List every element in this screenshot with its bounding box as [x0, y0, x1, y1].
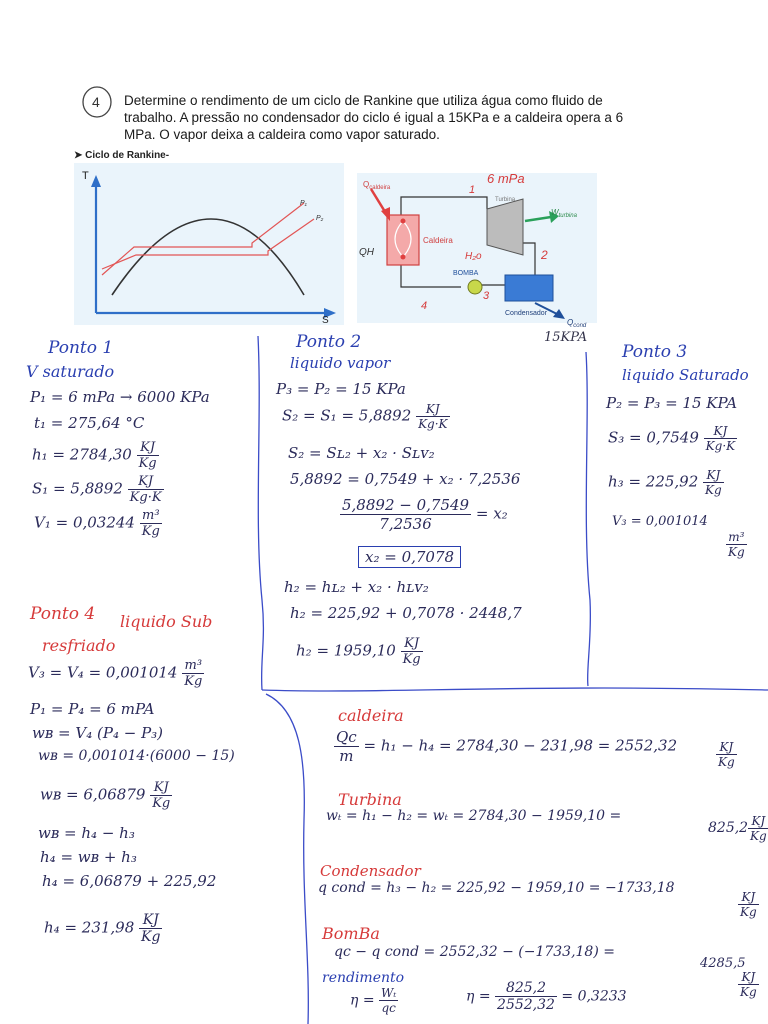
ponto3-line2: S₃ = 0,7549 $\frac{KJ}{Kg\cdot K}$ — [608, 424, 736, 453]
ponto4-subtitle-2: resfriado — [42, 636, 116, 655]
turbina-unit: $\frac{KJ}{Kg}$ — [750, 814, 767, 843]
ponto4-line8: h₄ = 6,06879 + 225,92 — [42, 872, 217, 890]
ponto4-line1: V₃ = V₄ = 0,001014 $\frac{\text{m³}}{Kg}$ — [28, 658, 203, 689]
ponto2-line8: h₂ = 225,92 + 0,7078 · 2448,7 — [290, 604, 522, 622]
ponto1-subtitle: V saturado — [26, 362, 115, 381]
p2-label: P₂ — [316, 215, 324, 222]
ponto2-line5: $\frac{5,8892 - 0,7549}{7,2536}$ = x₂ — [342, 496, 508, 533]
ponto4-line2: P₁ = P₄ = 6 mPA — [30, 700, 155, 718]
turbina-result: 825,2 — [708, 820, 749, 836]
condensador-label: Condensador — [505, 310, 548, 317]
t-axis-label: T — [82, 170, 89, 182]
hw-n1: 1 — [469, 184, 476, 196]
ponto1-line1: P₁ = 6 mPa → 6000 KPa — [30, 388, 210, 406]
ponto2-x2-result: x₂ = 0,7078 — [358, 546, 461, 568]
problem-line-3: MPa. O vapor deixa a caldeira como vapor saturado. — [124, 127, 440, 142]
divider-horizontal — [262, 688, 768, 691]
ponto3-line4: V₃ = 0,001014 — [612, 514, 708, 529]
ponto4-line4: wʙ = 0,001014·(6000 − 15) — [38, 748, 235, 764]
ponto3-line1: P₂ = P₃ = 15 KPA — [606, 394, 738, 412]
ponto2-line3: S₂ = Sʟ₂ + x₂ · Sʟᴠ₂ — [288, 444, 435, 462]
rendimento-title: rendimento — [322, 970, 405, 986]
problem-number: 4 — [92, 94, 100, 110]
ponto4-title: Ponto 4 — [30, 604, 96, 624]
ponto2-line7: h₂ = hʟ₂ + x₂ · hʟᴠ₂ — [284, 578, 429, 596]
ponto2-line2: S₂ = S₁ = 5,8892 $\frac{KJ}{Kg\cdot K}$ — [282, 402, 448, 431]
turbina-label: Turbina — [495, 197, 516, 203]
p1-label: P₁ — [300, 200, 307, 207]
ponto1-line4: S₁ = 5,8892 $\frac{KJ}{Kg\cdot K}$ — [32, 474, 162, 505]
bomba-unit: $\frac{KJ}{Kg}$ — [740, 970, 757, 999]
ponto1-line5: V₁ = 0,03244 $\frac{\text{m³}}{Kg}$ — [34, 508, 160, 539]
ponto3-line3: h₃ = 225,92 $\frac{KJ}{Kg}$ — [608, 468, 722, 497]
turbina-title: Turbina — [338, 790, 402, 809]
hw-qh: QH — [359, 247, 374, 258]
ponto1-line2: t₁ = 275,64 °C — [34, 414, 145, 432]
figure-caption-text: Ciclo de Rankine- — [85, 150, 170, 161]
bomba-label: BOMBA — [453, 270, 479, 277]
hw-n3: 3 — [483, 290, 490, 302]
ponto4-subtitle-1: liquido Sub — [120, 612, 213, 631]
s-axis-label: S — [322, 315, 329, 325]
ponto2-line1: P₃ = P₂ = 15 KPa — [276, 380, 406, 398]
turbina-equation: wₜ = h₁ − h₂ = wₜ = 2784,30 − 1959,10 = — [326, 808, 622, 824]
condensador-title: Condensador — [320, 862, 421, 880]
ponto2-line9: h₂ = 1959,10 $\frac{KJ}{Kg}$ — [296, 636, 421, 667]
divider-left-vertical — [258, 336, 263, 690]
problem-line-2: trabalho. A pressão no condensador do ciclo é igual a 15KPa e a caldeira opera a 6 — [124, 110, 624, 125]
ponto3-subtitle: liquido Saturado — [622, 366, 749, 384]
hw-h2o: H₂o — [465, 251, 482, 262]
rendimento-calc: η = $\frac{825,2}{2552,32}$ = 0,3233 — [466, 980, 627, 1013]
q-caldeira-label: $Q_{caldeira}$ — [363, 180, 391, 191]
ponto4-line7: h₄ = wʙ + h₃ — [40, 848, 137, 866]
divider-bottom-vertical — [266, 694, 308, 1024]
hw-6mpa: 6 mPa — [487, 171, 525, 186]
ponto3-title: Ponto 3 — [622, 342, 688, 362]
condensador-unit: $\frac{KJ}{Kg}$ — [740, 890, 757, 919]
ponto4-line3: wʙ = V₄ (P₄ − P₃) — [32, 724, 164, 742]
caldeira-label: Caldeira — [423, 236, 453, 245]
hw-n4: 4 — [421, 300, 428, 312]
ponto1-line3: h₁ = 2784,30 $\frac{KJ}{Kg}$ — [32, 440, 157, 471]
w-turbina-label: $W_{turbina}$ — [551, 208, 577, 219]
hw-15kpa: 15KPA — [544, 330, 588, 345]
bomba-equation: qc − q cond = 2552,32 − (−1733,18) = — [334, 944, 615, 960]
bomba-result: 4285,5 — [700, 956, 746, 971]
problem-line-1: Determine o rendimento de um ciclo de Rankine que utiliza água como fluido de — [124, 93, 603, 108]
q-cond-label: $Q_{cond}$ — [567, 318, 587, 329]
ponto2-subtitle: liquido vapor — [290, 354, 391, 372]
bomba-title: BomBa — [322, 924, 380, 943]
ponto2-title: Ponto 2 — [296, 332, 362, 352]
ponto4-line9: h₄ = 231,98 $\frac{KJ}{Kg}$ — [44, 912, 161, 945]
caldeira-title: caldeira — [338, 706, 404, 725]
ponto4-line5: wʙ = 6,06879 $\frac{KJ}{Kg}$ — [40, 780, 171, 811]
ponto4-line6: wʙ = h₄ − h₃ — [38, 824, 135, 842]
divider-right-vertical — [586, 352, 590, 686]
ponto3-line4-unit: $\frac{\text{m³}}{Kg}$ — [728, 530, 745, 559]
ponto2-line4: 5,8892 = 0,7549 + x₂ · 7,2536 — [290, 470, 521, 488]
caldeira-unit: $\frac{KJ}{Kg}$ — [718, 740, 735, 769]
ponto1-title: Ponto 1 — [48, 338, 114, 358]
bullet-arrow-icon: ➤ — [74, 150, 83, 161]
caldeira-equation: $\frac{Qc}{m}$ = h₁ − h₄ = 2784,30 − 231,98 = 2552,32 — [336, 728, 678, 765]
hw-n2: 2 — [541, 248, 548, 262]
condensador-equation: q cond = h₃ − h₂ = 225,92 − 1959,10 = −1733,18 — [318, 880, 675, 896]
rendimento-formula: η = $\frac{\text{Wₜ}}{qc}$ — [350, 986, 397, 1015]
